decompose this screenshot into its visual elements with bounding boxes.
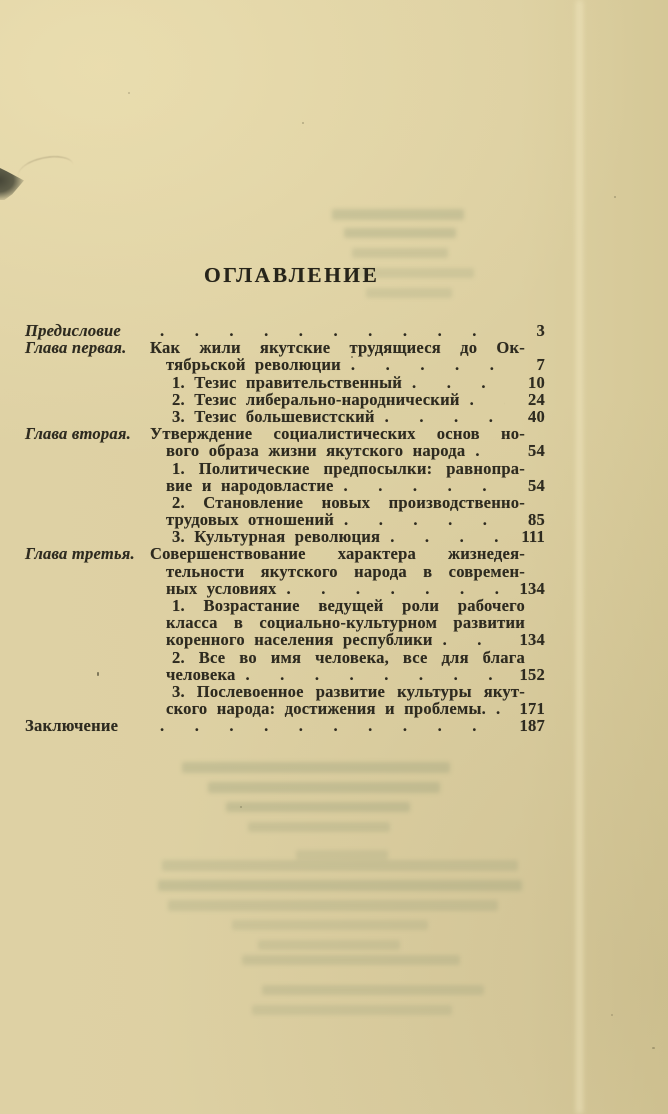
page-number: 54 bbox=[528, 475, 545, 495]
toc-line bbox=[25, 408, 545, 425]
entry-text: трудовых отношений bbox=[166, 510, 334, 530]
leader-dots bbox=[150, 717, 505, 734]
ghost-showthrough bbox=[252, 1005, 452, 1015]
paper-crease-line bbox=[16, 154, 73, 177]
toc-line bbox=[25, 425, 545, 442]
toc-line bbox=[25, 460, 545, 477]
leader-dots bbox=[465, 442, 505, 459]
entry-label: Глава третья. bbox=[25, 544, 135, 564]
toc-line bbox=[25, 322, 545, 339]
ghost-showthrough bbox=[366, 288, 452, 298]
leader-dots bbox=[341, 356, 505, 373]
ghost-showthrough bbox=[296, 850, 388, 860]
ink-speck bbox=[240, 806, 242, 808]
ghost-showthrough bbox=[208, 782, 440, 793]
page-number: 134 bbox=[519, 578, 545, 598]
entry-text: вого образа жизни якутского народа bbox=[166, 441, 466, 461]
ghost-showthrough bbox=[162, 860, 518, 871]
leader-dots bbox=[235, 666, 505, 683]
ghost-showthrough bbox=[248, 822, 390, 832]
entry-label: Предисловие bbox=[25, 321, 122, 340]
page-number: 134 bbox=[519, 630, 545, 650]
leader-dots bbox=[277, 580, 505, 597]
toc-line bbox=[25, 563, 545, 580]
ink-speck bbox=[611, 1014, 613, 1016]
toc-line bbox=[25, 528, 545, 545]
toc-line bbox=[25, 511, 545, 528]
entry-text: тельности якутского народа в современ- bbox=[166, 561, 525, 581]
page-number: 54 bbox=[528, 441, 545, 461]
entry-text: 1. Тезис правительственный bbox=[172, 372, 403, 392]
entry-text: вие и народовластие bbox=[166, 475, 334, 495]
entry-text: ных условиях bbox=[166, 578, 277, 598]
entry-text: 3. Тезис большевистский bbox=[172, 406, 375, 426]
toc-line bbox=[25, 597, 545, 614]
leader-dots bbox=[460, 391, 505, 408]
entry-text: тябрьской революции bbox=[166, 355, 341, 375]
entry-label: Глава вторая. bbox=[25, 424, 131, 444]
entry-text: Как жили якутские трудящиеся до Ок- bbox=[150, 338, 525, 358]
ink-speck bbox=[652, 1047, 655, 1049]
toc-line bbox=[25, 683, 545, 700]
page-number: 3 bbox=[536, 321, 545, 340]
leader-dots bbox=[150, 322, 505, 339]
entry-text: 1. Возрастание ведущей роли рабочего bbox=[172, 596, 525, 615]
toc-line bbox=[25, 631, 545, 648]
entry-text: человека bbox=[166, 664, 236, 684]
ghost-showthrough bbox=[232, 920, 428, 930]
toc-line bbox=[25, 339, 545, 356]
page-number: 152 bbox=[519, 664, 545, 684]
leader-dots bbox=[486, 700, 505, 717]
entry-text: Совершенствование характера жизнедея- bbox=[150, 544, 525, 564]
leader-dots bbox=[402, 374, 505, 391]
toc-line bbox=[25, 700, 545, 717]
entry-text: 2. Становление новых производственно- bbox=[172, 492, 525, 512]
entry-text: коренного населения республики bbox=[166, 630, 433, 650]
toc-line bbox=[25, 649, 545, 666]
ghost-showthrough bbox=[352, 248, 448, 258]
page-number: 40 bbox=[528, 406, 545, 426]
leader-dots bbox=[433, 631, 505, 648]
toc-line bbox=[25, 614, 545, 631]
page-number: 85 bbox=[528, 510, 545, 530]
toc-line bbox=[25, 666, 545, 683]
page-number: 10 bbox=[528, 372, 545, 392]
toc-line bbox=[25, 494, 545, 511]
entry-text: 3. Послевоенное развитие культуры якут- bbox=[172, 681, 525, 701]
toc-line bbox=[25, 477, 545, 494]
toc-line bbox=[25, 442, 545, 459]
ink-speck bbox=[128, 92, 130, 94]
toc-line bbox=[25, 580, 545, 597]
ink-speck bbox=[302, 122, 304, 124]
leader-dots bbox=[334, 511, 505, 528]
ghost-showthrough bbox=[344, 228, 456, 238]
toc-line bbox=[25, 356, 545, 373]
entry-label: Заключение bbox=[25, 716, 119, 736]
toc-line bbox=[25, 717, 545, 734]
paper-fold-streak bbox=[576, 0, 583, 1114]
ghost-showthrough bbox=[182, 762, 450, 773]
ink-speck bbox=[614, 196, 616, 198]
table-of-contents bbox=[25, 322, 545, 735]
page-number: 7 bbox=[536, 355, 545, 375]
ghost-showthrough bbox=[168, 900, 498, 911]
page-title: ОГЛАВЛЕНИЕ bbox=[204, 263, 380, 287]
toc-line bbox=[25, 545, 545, 562]
entry-text: 2. Тезис либерально-народнический bbox=[172, 389, 460, 409]
ghost-showthrough bbox=[332, 209, 464, 220]
ghost-showthrough bbox=[262, 985, 484, 995]
toc-line bbox=[25, 374, 545, 391]
leader-dots bbox=[375, 408, 505, 425]
entry-text: 3. Культурная революция bbox=[172, 527, 381, 547]
entry-label: Глава первая. bbox=[25, 338, 127, 358]
ghost-showthrough bbox=[226, 802, 410, 812]
page-number: 187 bbox=[519, 716, 545, 736]
ghost-showthrough bbox=[258, 940, 400, 950]
leader-dots bbox=[380, 528, 505, 545]
leader-dots bbox=[334, 477, 505, 494]
page-number: 24 bbox=[528, 389, 545, 409]
page-number: 171 bbox=[519, 699, 545, 719]
entry-text: класса в социально-культурном развитии bbox=[166, 613, 525, 633]
ghost-showthrough bbox=[158, 880, 522, 891]
entry-text: Утверждение социалистических основ но- bbox=[150, 424, 525, 444]
page-number: 111 bbox=[521, 527, 545, 547]
entry-text: ского народа: достижения и проблемы. bbox=[166, 699, 486, 719]
ghost-showthrough bbox=[242, 955, 460, 965]
entry-text: 1. Политические предпосылки: равнопра- bbox=[172, 458, 525, 478]
entry-text: 2. Все во имя человека, все для блага bbox=[172, 647, 525, 667]
toc-line bbox=[25, 391, 545, 408]
